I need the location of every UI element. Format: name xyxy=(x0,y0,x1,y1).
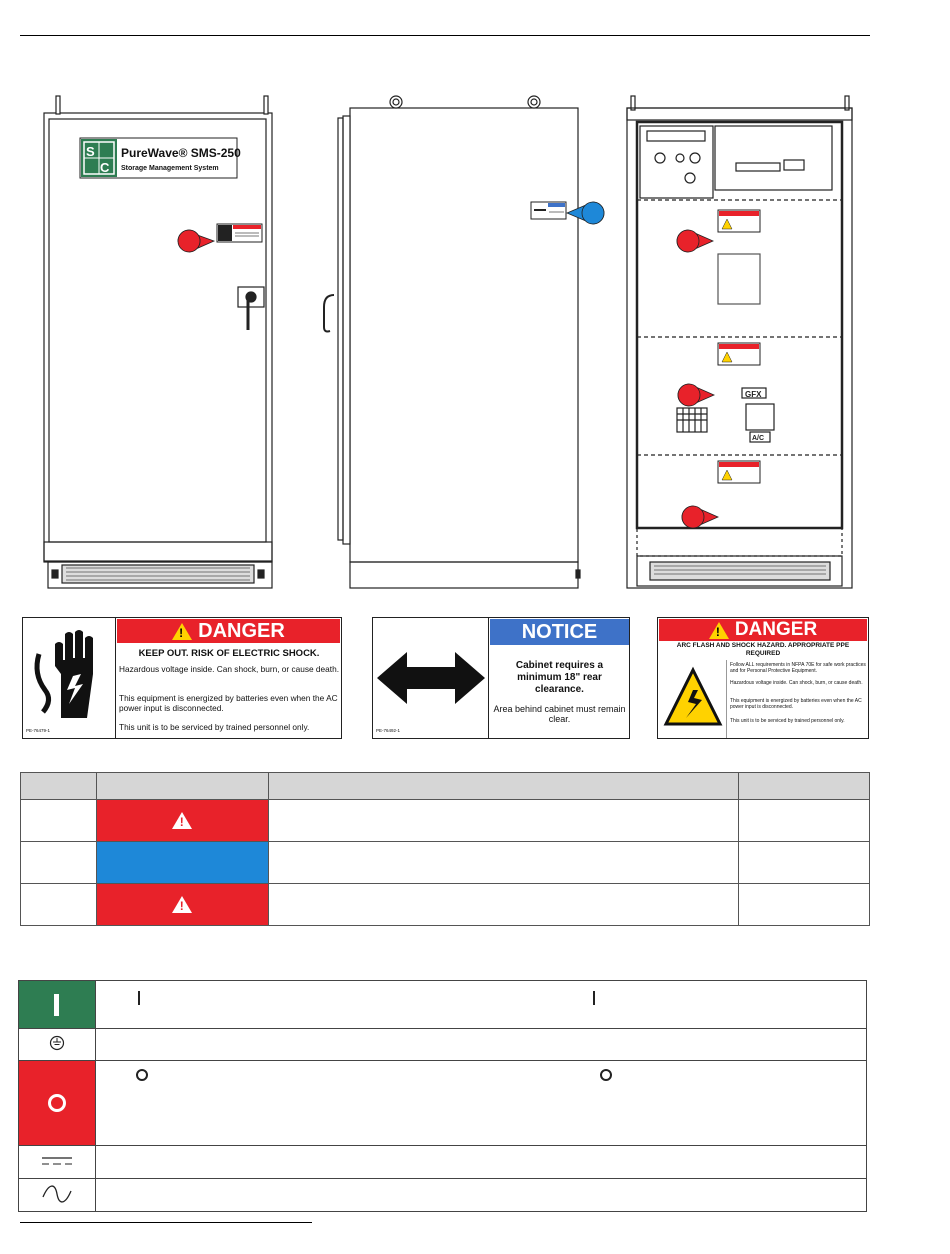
table-row xyxy=(19,1146,867,1179)
dc-description-cell xyxy=(95,1146,866,1179)
on-symbol-icon xyxy=(593,991,595,1005)
header-cell xyxy=(268,773,738,800)
svg-text:S: S xyxy=(86,144,95,159)
ac-text: A/C xyxy=(752,435,765,442)
arc-line-3: This equipment is energized by batteries even when the AC power input is disconnected. xyxy=(730,698,862,710)
logo-product: PureWave® SMS-250 xyxy=(121,146,241,160)
notice-swatch-cell xyxy=(96,842,268,884)
notice-body: Area behind cabinet must remain clear. xyxy=(493,704,626,724)
ground-description-cell xyxy=(95,1029,866,1061)
svg-text:C: C xyxy=(100,160,110,175)
arc-flash-icon xyxy=(662,664,724,734)
on-symbol-icon xyxy=(54,994,59,1016)
on-symbol-icon xyxy=(138,991,140,1005)
open-view-cabinet xyxy=(627,96,852,588)
header-cell xyxy=(96,773,268,800)
table-cell xyxy=(739,842,870,884)
warning-triangle-icon xyxy=(172,812,192,829)
shock-header-text: DANGER xyxy=(198,619,285,642)
danger-swatch-cell xyxy=(96,800,268,842)
danger-swatch-cell xyxy=(96,884,268,926)
notice-code: PE-76492-1 xyxy=(376,728,401,733)
table-cell xyxy=(739,800,870,842)
off-symbol-icon xyxy=(600,1069,612,1081)
label-table-header xyxy=(21,773,870,800)
warning-triangle-icon xyxy=(709,622,729,639)
on-symbol-cell xyxy=(19,981,96,1029)
table-cell xyxy=(21,884,97,926)
table-row xyxy=(19,1061,867,1146)
arc-header-text: DANGER xyxy=(734,619,818,640)
off-description-cell xyxy=(95,1061,866,1146)
notice-label xyxy=(372,617,630,739)
logo-subtitle: Storage Management System xyxy=(121,165,219,172)
notice-title: Cabinet requires a minimum 18" rear clearance. xyxy=(515,660,604,695)
table-row xyxy=(21,842,870,884)
off-symbol-icon xyxy=(48,1094,66,1112)
shock-code: PE-76479-1 xyxy=(26,728,51,733)
table-cell xyxy=(21,800,97,842)
table-row xyxy=(21,800,870,842)
shock-danger-label xyxy=(22,617,342,739)
shock-line-2: This equipment is energized by batteries even when the AC power input is disconnected. xyxy=(119,693,338,713)
notice-header: NOTICE xyxy=(490,619,629,645)
dc-icon xyxy=(40,1154,74,1168)
arc-flash-danger-label xyxy=(657,617,869,739)
hand-shock-icon xyxy=(25,624,111,728)
table-cell xyxy=(21,842,97,884)
ac-description-cell xyxy=(95,1179,866,1212)
warning-triangle-icon xyxy=(172,623,192,640)
arc-danger-header xyxy=(659,619,867,641)
table-row xyxy=(19,1029,867,1061)
header-cell xyxy=(21,773,97,800)
warning-triangle-icon xyxy=(172,896,192,913)
gfx-text: GFX xyxy=(745,390,762,399)
open-danger-sticker-3 xyxy=(718,461,760,483)
table-cell xyxy=(739,884,870,926)
table-row xyxy=(19,1179,867,1212)
ground-icon xyxy=(49,1035,65,1051)
arc-line-2: Hazardous voltage inside. Can shock, burn, or cause death. xyxy=(730,680,863,686)
arc-title: ARC FLASH AND SHOCK HAZARD. APPROPRIATE PPE REQUIRED xyxy=(676,642,850,657)
shock-title: KEEP OUT. RISK OF ELECTRIC SHOCK. xyxy=(138,648,320,659)
footnote-rule xyxy=(20,1222,312,1223)
header-cell xyxy=(739,773,870,800)
table-cell xyxy=(268,842,738,884)
front-logo-plate xyxy=(80,138,241,178)
label-table xyxy=(20,772,870,926)
side-view-cabinet xyxy=(324,96,580,588)
front-danger-sticker xyxy=(217,224,262,242)
dc-symbol-cell xyxy=(19,1146,96,1179)
arc-line-4: This unit is to be serviced by trained personnel only. xyxy=(730,718,845,724)
open-danger-sticker-1 xyxy=(718,210,760,232)
table-cell xyxy=(268,884,738,926)
cabinet-drawings xyxy=(0,0,950,600)
ac-symbol-cell xyxy=(19,1179,96,1212)
arc-line-1: Follow ALL requirements in NFPA 70E for safe work practices and for Personal Protective Equipment. xyxy=(730,662,866,674)
table-row xyxy=(19,981,867,1029)
symbol-table xyxy=(18,980,867,1212)
shock-line-1: Hazardous voltage inside. Can shock, burn, or cause death. xyxy=(119,664,339,674)
open-danger-sticker-2 xyxy=(718,343,760,365)
ac-sine-icon xyxy=(40,1185,74,1203)
shock-danger-header xyxy=(117,619,340,643)
on-description-cell xyxy=(95,981,866,1029)
off-symbol-cell xyxy=(19,1061,96,1146)
side-notice-sticker xyxy=(531,202,566,219)
table-row xyxy=(21,884,870,926)
ground-symbol-cell xyxy=(19,1029,96,1061)
double-arrow-icon xyxy=(377,652,485,704)
shock-line-3: This unit is to be serviced by trained personnel only. xyxy=(119,722,310,732)
off-symbol-icon xyxy=(136,1069,148,1081)
table-cell xyxy=(268,800,738,842)
